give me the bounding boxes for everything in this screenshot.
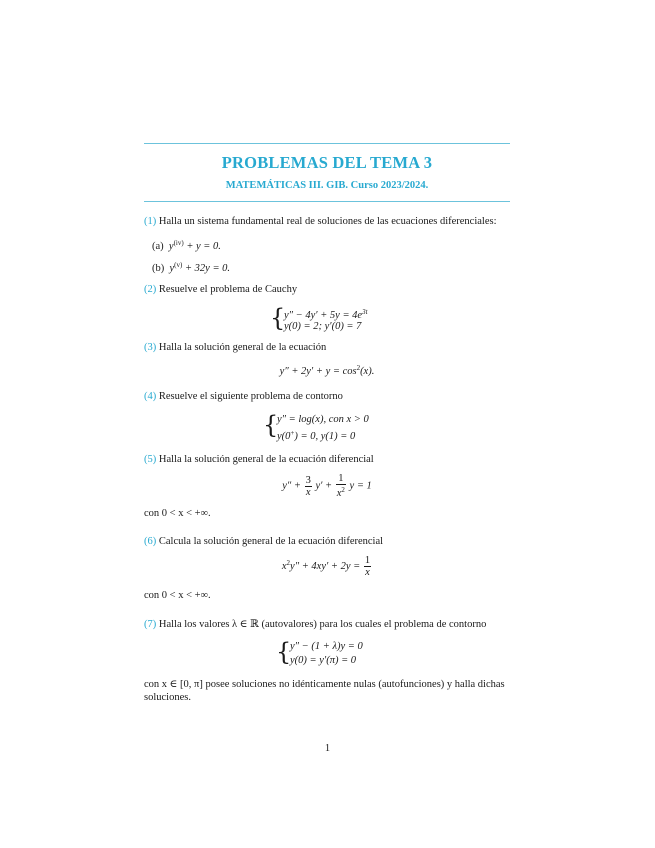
page-number: 1	[324, 743, 331, 754]
numerator: 1	[336, 473, 346, 485]
equation-part: ) = 0, y(1) = 0	[294, 431, 356, 442]
equation-superscript: (iv)	[173, 239, 184, 247]
system-brace: {	[270, 304, 286, 332]
equation-var: y	[169, 263, 175, 274]
problem-7	[144, 618, 486, 631]
problem-5	[144, 453, 374, 466]
equation-part: y″ +	[282, 480, 301, 492]
problem-4-eq1: y″ = log(x), con x > 0	[277, 414, 369, 425]
equation-superscript: 3t	[362, 308, 368, 316]
system-brace: {	[276, 638, 292, 666]
problem-number: (4)	[144, 391, 157, 402]
problem-4	[144, 390, 343, 403]
system-brace: {	[263, 411, 279, 439]
equation-part: y″ + 2y′ + y = cos	[279, 366, 357, 377]
document-title: PROBLEMAS DEL TEMA 3	[221, 153, 433, 172]
denominator-var: x	[336, 488, 342, 499]
problem-7-condition-line1: con x ∈ [0, π] posee soluciones no idénticamente nulas (autofunciones) y halla dichas	[144, 679, 505, 690]
problem-text: Calcula la solución general de la ecuación diferencial	[158, 536, 384, 547]
problem-text: Resuelve el problema de Cauchy	[158, 284, 298, 295]
problem-number: (5)	[144, 454, 157, 465]
fraction	[336, 473, 346, 499]
denominator-superscript: 2	[341, 486, 345, 494]
problem-7-eq2: y(0) = y′(π) = 0	[290, 655, 357, 666]
problem-6-equation	[144, 555, 510, 578]
equation-rest: + 32y = 0.	[184, 263, 231, 274]
problem-3-equation	[144, 364, 510, 377]
equation-superscript: 2	[356, 364, 361, 372]
problem-number: (6)	[144, 536, 157, 547]
numerator: 1	[364, 555, 371, 566]
problem-1	[144, 215, 497, 228]
problem-text: Halla la solución general de la ecuación	[158, 342, 327, 353]
item-label: (b)	[152, 263, 165, 274]
problem-1-item-a	[152, 237, 221, 253]
equation-part: y″ + 4xy′ + 2y =	[290, 560, 361, 572]
problem-3	[144, 341, 326, 354]
denominator	[336, 485, 346, 499]
equation-part: y = 1	[349, 480, 372, 492]
fraction	[305, 475, 312, 498]
equation-rest: + y = 0.	[186, 241, 221, 252]
problem-1-item-b	[152, 259, 230, 275]
document-subtitle: MATEMÁTICAS III. GIB. Curso 2023/2024.	[225, 180, 429, 191]
equation-part: y′ +	[315, 480, 333, 492]
problem-4-eq2	[277, 427, 355, 443]
item-label: (a)	[152, 241, 164, 252]
equation-part: (x).	[360, 366, 375, 377]
problem-text: Halla un sistema fundamental real de soluciones de las ecuaciones diferenciales:	[158, 216, 497, 227]
fraction	[364, 555, 371, 578]
problem-7-condition-line2: soluciones.	[144, 692, 191, 703]
problem-5-equation	[144, 473, 510, 499]
top-rule	[144, 143, 510, 144]
numerator: 3	[305, 474, 311, 486]
equation-superscript: +	[290, 429, 295, 437]
equation-superscript: 2	[286, 558, 291, 567]
denominator: x	[305, 486, 311, 498]
problem-text: Resuelve el siguiente problema de contorno	[158, 391, 343, 402]
problem-number: (7)	[144, 619, 157, 630]
problem-2	[144, 283, 297, 296]
problem-5-condition: con 0 < x < +∞.	[144, 508, 211, 519]
problem-text: Halla la solución general de la ecuación diferencial	[158, 454, 374, 465]
problem-number: (2)	[144, 284, 157, 295]
problem-number: (1)	[144, 216, 157, 227]
equation-part: x	[281, 560, 287, 572]
equation-part: y(0	[277, 431, 291, 442]
equation-superscript: (v)	[174, 261, 183, 269]
denominator: x	[365, 567, 370, 578]
problem-2-eq2: y(0) = 2; y′(0) = 7	[284, 321, 362, 332]
problem-number: (3)	[144, 342, 157, 353]
equation-var: y	[168, 241, 174, 252]
problem-7-eq1: y″ − (1 + λ)y = 0	[290, 641, 363, 652]
problem-6	[144, 535, 383, 548]
problem-6-condition: con 0 < x < +∞.	[144, 590, 211, 601]
bottom-rule	[144, 201, 510, 202]
problem-text: Halla los valores λ ∈ ℝ (autovalores) para los cuales el problema de contorno	[158, 619, 487, 630]
equation-line: y″ − 4y′ + 5y = 4e	[284, 310, 363, 321]
